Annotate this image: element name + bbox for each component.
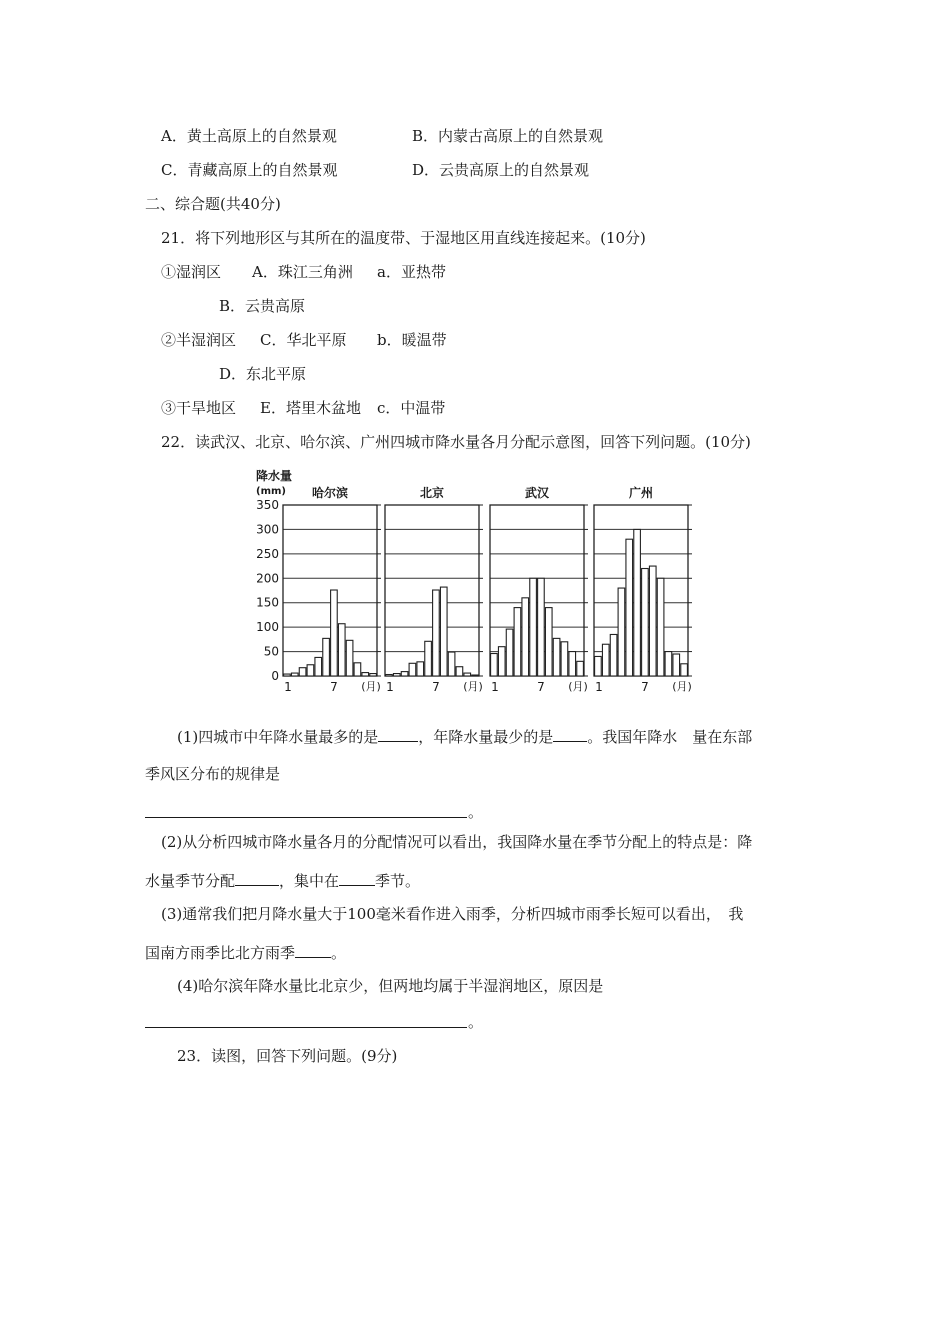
q21-landform-b: B．云贵高原 <box>219 297 306 315</box>
bar-武汉-2 <box>498 647 505 676</box>
option-c: C．青藏高原上的自然景观 <box>161 161 338 179</box>
answer-blank[interactable] <box>295 942 331 958</box>
bar-武汉-5 <box>522 598 529 676</box>
bar-武汉-10 <box>561 642 568 676</box>
bar-哈尔滨-5 <box>315 657 322 676</box>
q22-part4-line1: (4)哈尔滨年降水量比北京少，但两地均属于半湿润地区，原因是 <box>177 977 604 995</box>
q21-landform-c: C．华北平原 <box>260 331 347 349</box>
bar-哈尔滨-9 <box>346 640 353 676</box>
bar-哈尔滨-3 <box>299 668 306 676</box>
q21-landform-a: A．珠江三角洲 <box>252 263 353 281</box>
answer-line[interactable] <box>145 1027 467 1028</box>
bar-广州-7 <box>642 569 649 676</box>
bar-广州-11 <box>673 654 680 676</box>
q21-landform-d: D．东北平原 <box>219 365 307 383</box>
bar-武汉-3 <box>506 629 513 676</box>
x-tick-label: 7 <box>537 680 545 694</box>
option-a: A．黄土高原上的自然景观 <box>161 127 337 145</box>
answer-blank[interactable] <box>553 726 587 742</box>
y-tick-label: 300 <box>256 522 279 537</box>
q22-part2-line2 <box>145 870 420 891</box>
bar-哈尔滨-10 <box>354 663 361 676</box>
bar-武汉-6 <box>530 578 537 676</box>
bar-哈尔滨-11 <box>362 673 369 676</box>
bar-北京-5 <box>417 662 424 676</box>
bar-北京-4 <box>409 663 416 676</box>
bar-武汉-8 <box>545 608 552 676</box>
bar-北京-6 <box>425 641 432 676</box>
bar-哈尔滨-12 <box>370 674 377 676</box>
q21-landform-e: E．塔里木盆地 <box>260 399 361 417</box>
bar-广州-5 <box>626 539 633 676</box>
x-tick-label: 1 <box>491 680 499 694</box>
x-tick-label: 7 <box>432 680 440 694</box>
y-tick-label: 0 <box>271 669 279 683</box>
bar-哈尔滨-2 <box>291 673 298 676</box>
x-tick-label: 1 <box>386 680 394 694</box>
bar-北京-8 <box>440 587 447 676</box>
answer-blank[interactable] <box>378 726 418 742</box>
q22-part2-text-c: ，集中在 <box>279 872 340 890</box>
bar-武汉-1 <box>491 654 498 676</box>
panel-title: 广州 <box>628 486 654 500</box>
q21-prompt: 21．将下列地形区与其所在的温度带、于湿地区用直线连接起来。(10分) <box>161 229 646 247</box>
bar-哈尔滨-8 <box>338 624 345 676</box>
bar-广州-10 <box>665 652 672 676</box>
bar-北京-1 <box>386 675 393 676</box>
y-axis-title: 降水量 <box>256 469 293 483</box>
panel-frame <box>385 505 479 676</box>
x-axis-unit: (月) <box>568 680 588 693</box>
y-tick-label: 250 <box>256 546 279 561</box>
bar-北京-7 <box>433 590 440 676</box>
q22-part1-line1 <box>177 726 752 747</box>
bar-武汉-12 <box>577 661 584 676</box>
q22-part3-text-b: 国南方雨季比北方雨季 <box>145 944 296 962</box>
bar-北京-2 <box>393 674 400 676</box>
q21-region-1: ①湿润区 <box>161 263 222 281</box>
q22-part3-line1: (3)通常我们把月降水量大于100毫米看作进入雨季，分析四城市雨季长短可以看出， 我 <box>161 905 744 923</box>
q21-region-2: ②半湿润区 <box>161 331 237 349</box>
precipitation-chart <box>254 464 704 694</box>
q22-part1-text-d: 季风区分布的规律是 <box>145 765 281 783</box>
bar-北京-11 <box>464 673 471 676</box>
bar-武汉-9 <box>553 638 560 676</box>
y-tick-label: 200 <box>256 571 279 586</box>
answer-blank[interactable] <box>235 870 279 886</box>
bar-广州-6 <box>634 529 641 676</box>
bar-广州-4 <box>618 588 625 676</box>
answer-line-period: 。 <box>468 1013 484 1031</box>
q22-part2-text-b: 水量季节分配 <box>145 872 236 890</box>
panel-title: 武汉 <box>524 486 550 500</box>
bar-广州-8 <box>649 566 656 676</box>
q23-prompt: 23．读图，回答下列问题。(9分) <box>177 1047 398 1065</box>
q22-part3-line2 <box>145 942 346 963</box>
bar-武汉-4 <box>514 608 521 676</box>
section-heading: 二、综合题(共40分) <box>145 195 281 213</box>
bar-武汉-7 <box>538 578 545 676</box>
option-b: B．内蒙古高原上的自然景观 <box>412 127 604 145</box>
answer-line[interactable] <box>145 817 467 818</box>
bar-广州-3 <box>610 634 617 676</box>
bar-广州-1 <box>595 656 602 676</box>
q21-belt-a: a．亚热带 <box>377 263 446 281</box>
q22-part3-period: 。 <box>331 944 347 962</box>
q22-prompt: 22．读武汉、北京、哈尔滨、广州四城市降水量各月分配示意图，回答下列问题。(10分) <box>161 433 751 451</box>
q21-region-3: ③干旱地区 <box>161 399 237 417</box>
bar-北京-10 <box>456 667 463 676</box>
y-tick-label: 50 <box>263 644 279 659</box>
bar-哈尔滨-4 <box>307 665 314 676</box>
bar-武汉-11 <box>569 652 576 676</box>
x-axis-unit: (月) <box>672 680 692 693</box>
x-axis-unit: (月) <box>361 680 381 693</box>
x-tick-label: 1 <box>284 680 292 694</box>
y-tick-label: 100 <box>256 620 279 635</box>
bar-北京-9 <box>448 652 455 676</box>
answer-blank[interactable] <box>339 870 375 886</box>
panel-title: 北京 <box>419 486 445 500</box>
answer-line-period: 。 <box>468 803 484 821</box>
bar-哈尔滨-1 <box>284 674 291 676</box>
q22-part1-text-c: 。我国年降水 量在东部 <box>587 728 753 746</box>
x-tick-label: 7 <box>330 680 338 694</box>
bar-哈尔滨-6 <box>323 638 330 676</box>
y-tick-label: 150 <box>256 595 279 610</box>
q22-part2-text-d: 季节。 <box>375 872 421 890</box>
panel-title: 哈尔滨 <box>311 486 349 500</box>
q22-part1-text-b: ，年降水量最少的是 <box>418 728 554 746</box>
bar-广州-9 <box>657 578 664 676</box>
q22-part1-text-a: (1)四城市中年降水量最多的是 <box>177 728 379 746</box>
x-tick-label: 7 <box>641 680 649 694</box>
bar-广州-12 <box>681 664 688 676</box>
y-axis-unit: (mm) <box>256 486 286 497</box>
x-tick-label: 1 <box>595 680 603 694</box>
x-axis-unit: (月) <box>463 680 483 693</box>
bar-哈尔滨-7 <box>331 590 338 676</box>
option-d: D．云贵高原上的自然景观 <box>412 161 590 179</box>
bar-北京-3 <box>401 672 408 676</box>
q21-belt-c: c．中温带 <box>377 399 446 417</box>
bar-北京-12 <box>472 675 479 676</box>
panel-frame <box>283 505 377 676</box>
q21-belt-b: b．暖温带 <box>377 331 447 349</box>
bar-广州-2 <box>602 644 609 676</box>
q22-part2-line1: (2)从分析四城市降水量各月的分配情况可以看出，我国降水量在季节分配上的特点是：降 <box>161 833 753 851</box>
y-tick-label: 350 <box>256 498 279 512</box>
